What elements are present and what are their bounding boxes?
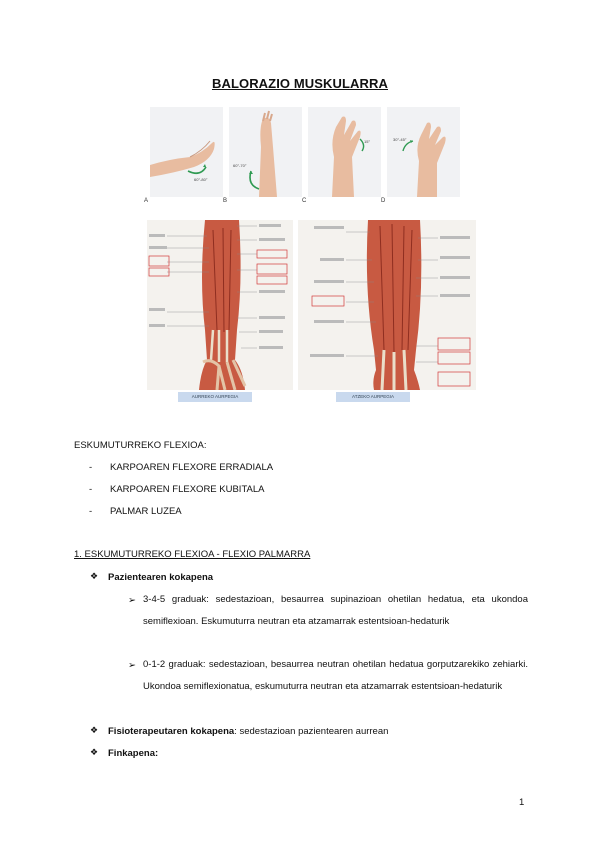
posterior-forearm-plate	[298, 220, 476, 390]
angle-label-c: 15°	[364, 139, 371, 144]
list-dash: -	[89, 484, 93, 495]
physio-position-text: : sedestazioan pazientearen aurrean	[234, 726, 389, 737]
list-dash: -	[89, 462, 93, 473]
grade-012-text: 0-1-2 graduak: sedestazioan, besaurrea neutran ohetilan hedatua gorputzarekiko zehiarki. Ukondoa semiflexionatua, eskumuturra neutran eta atzamarrak estentsioan-hedaturik	[143, 659, 528, 692]
photo-a-wrist-extension	[150, 107, 223, 197]
section-title: 1. ESKUMUTURREKO FLEXIOA - FLEXIO PALMARRA	[74, 549, 311, 560]
photo-letter-b: B	[223, 198, 228, 204]
photo-letter-a: A	[144, 198, 149, 204]
flexion-heading: ESKUMUTURREKO FLEXIOA:	[74, 440, 207, 451]
diamond-bullet-icon: ❖	[90, 725, 99, 735]
patient-position-label: Pazientearen kokapena	[108, 572, 214, 583]
muscle-item-palmaris-longus: PALMAR LUZEA	[110, 506, 182, 517]
page-title: BALORAZIO MUSKULARRA	[211, 76, 389, 91]
physio-position-line	[108, 725, 388, 738]
list-dash: -	[89, 506, 93, 517]
physio-position-label: Fisioterapeutaren kokapena	[108, 726, 235, 737]
photo-c-radial-deviation	[308, 107, 381, 197]
arrow-bullet-icon: ➢	[128, 660, 136, 671]
grade-345-text: 3-4-5 graduak: sedestazioan, besaurrea supinazioan ohetilan hedatua, eta ukondoa semiflexioan. Eskumuturra neutran eta atzamarrak estentsioan-hedaturik	[143, 594, 528, 627]
angle-label-a: 60°-80°	[194, 177, 208, 182]
photo-letter-d: D	[381, 198, 386, 204]
diamond-bullet-icon: ❖	[90, 571, 99, 581]
photo-d-ulnar-deviation	[387, 107, 460, 197]
muscle-item-flexor-carpi-radialis: KARPOAREN FLEXORE ERRADIALA	[110, 462, 274, 473]
muscle-item-flexor-carpi-ulnaris: KARPOAREN FLEXORE KUBITALA	[110, 484, 265, 495]
photo-b-wrist-flexion	[229, 107, 302, 197]
photo-letter-c: C	[302, 198, 307, 204]
page-number: 1	[519, 797, 525, 808]
diamond-bullet-icon: ❖	[90, 747, 99, 757]
angle-label-b: 60°-70°	[233, 163, 247, 168]
posterior-caption: ATZEKO AURPEGIA	[336, 392, 410, 402]
arrow-bullet-icon: ➢	[128, 595, 136, 606]
anterior-caption: AURREKO AURPEGIA	[178, 392, 252, 402]
fixation-label: Finkapena:	[108, 748, 159, 759]
anterior-forearm-plate	[147, 220, 293, 390]
angle-label-d: 30°-45°	[393, 137, 407, 142]
